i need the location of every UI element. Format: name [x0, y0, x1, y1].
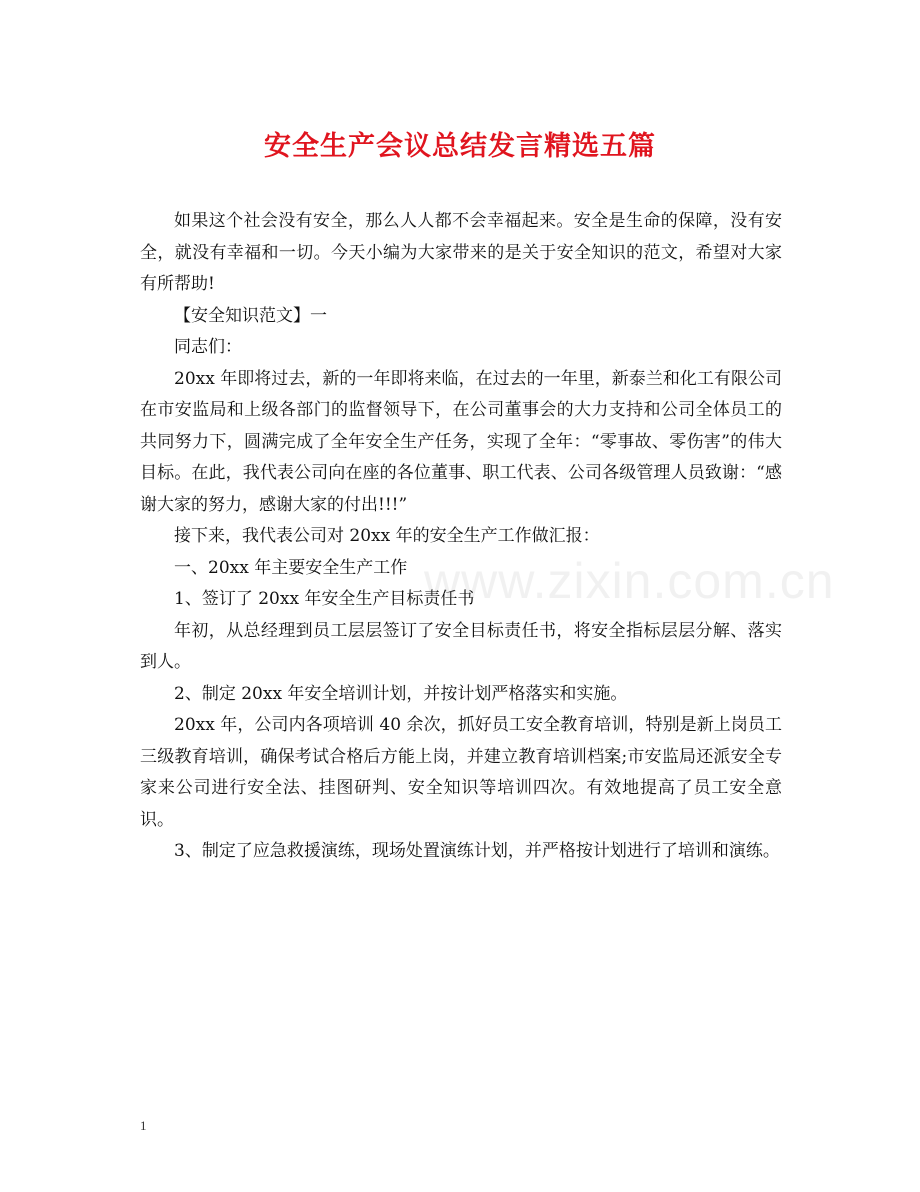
body-paragraph: 20xx 年即将过去，新的一年即将来临，在过去的一年里，新泰兰和化工有限公司在市安监局和上级各部门的监督领导下，在公司董事会的大力支持和公司全体员工的共同努力下，圆满完成了全年安全生产任务，实现了全年：“零事故、零伤害”的伟大目标。在此，我代表公司向在座的各位董事、职工代表、公司各级管理人员致谢：“感谢大家的努力，感谢大家的付出!!!”	[140, 368, 782, 515]
section-heading: 一、20xx 年主要安全生产工作	[174, 557, 408, 578]
item-heading: 1、签订了 20xx 年安全生产目标责任书	[174, 589, 475, 609]
body-paragraph: 年初，从总经理到员工层层签订了安全目标责任书，将安全指标层层分解、落实到人。	[140, 620, 782, 672]
document-title: 安全生产会议总结发言精选五篇	[264, 131, 656, 162]
item-heading: 3、制定了应急救援演练，现场处置演练计划，并严格按计划进行了培训和演练。	[174, 841, 780, 861]
item-heading: 2、制定 20xx 年安全培训计划，并按计划严格落实和实施。	[174, 683, 628, 704]
intro-paragraph: 如果这个社会没有安全，那么人人都不会幸福起来。安全是生命的保障，没有安全，就没有幸福和一切。今天小编为大家带来的是关于安全知识的范文，希望对大家有所帮助!	[140, 211, 782, 294]
page-number: 1	[140, 1118, 147, 1133]
salutation: 同志们：	[174, 337, 242, 357]
body-paragraph: 20xx 年，公司内各项培训 40 余次，抓好员工安全教育培训，特别是新上岗员工三级教育培训，确保考试合格后方能上岗，并建立教育培训档案;市安监局还派安全专家来公司进行安全法、挂图研判、安全知识等培训四次。有效地提高了员工安全意识。	[140, 715, 782, 830]
body-paragraph: 接下来，我代表公司对 20xx 年的安全生产工作做汇报：	[174, 526, 600, 546]
section-heading: 【安全知识范文】一	[174, 305, 327, 326]
document-body	[140, 206, 782, 868]
watermark: www.zixin.com.cn	[424, 553, 835, 609]
